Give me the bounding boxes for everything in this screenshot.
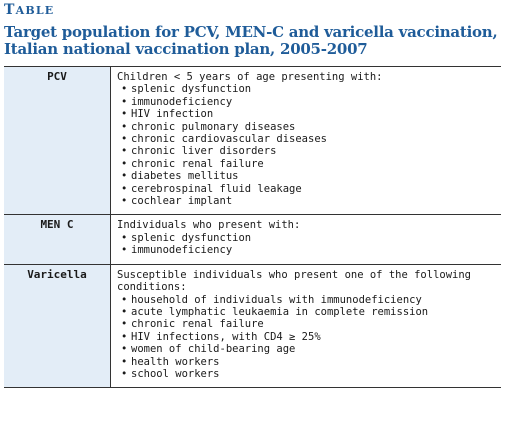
list-item: • chronic liver disorders	[131, 145, 495, 157]
list-item: • cochlear implant	[131, 195, 495, 207]
row-vaccine-name: Varicella	[4, 264, 111, 388]
list-item: • splenic dysfunction	[131, 232, 495, 244]
list-item: • splenic dysfunction	[131, 83, 495, 95]
list-item: • cerebrospinal fluid leakage	[131, 183, 495, 195]
list-item: • women of child-bearing age	[131, 343, 495, 355]
list-item: • immunodeficiency	[131, 96, 495, 108]
list-item: • chronic renal failure	[131, 318, 495, 330]
row-intro: Susceptible individuals who present one of the following conditions:	[117, 268, 472, 294]
list-item: • chronic cardiovascular diseases	[131, 133, 495, 145]
row-intro: Children < 5 years of age presenting with:	[117, 71, 383, 83]
row-description	[111, 215, 502, 264]
row-description	[111, 264, 502, 388]
list-item: • chronic pulmonary diseases	[131, 121, 495, 133]
row-vaccine-name: PCV	[4, 67, 111, 215]
list-item: • diabetes mellitus	[131, 170, 495, 182]
list-item: • HIV infections, with CD4 ≥ 25%	[131, 331, 495, 343]
condition-list	[117, 232, 495, 257]
list-item: • HIV infection	[131, 108, 495, 120]
list-item: • school workers	[131, 368, 495, 380]
list-item: • health workers	[131, 356, 495, 368]
list-item: • acute lymphatic leukaemia in complete remission	[131, 306, 495, 318]
row-vaccine-name: MEN C	[4, 215, 111, 264]
vaccination-table	[4, 66, 501, 388]
condition-list	[117, 294, 495, 381]
list-item: • chronic renal failure	[131, 158, 495, 170]
list-item: • immunodeficiency	[131, 244, 495, 256]
table-row	[4, 264, 501, 388]
table-title: Target population for PCV, MEN-C and varicella vaccination, Italian national vaccination plan, 2005-2007	[4, 23, 498, 58]
table-row	[4, 215, 501, 264]
row-description	[111, 67, 502, 215]
condition-list	[117, 83, 495, 207]
row-intro: Individuals who present with:	[117, 219, 301, 232]
table-row	[4, 67, 501, 215]
list-item: • household of individuals with immunodeficiency	[131, 294, 495, 306]
table-label: TABLE	[4, 2, 55, 18]
